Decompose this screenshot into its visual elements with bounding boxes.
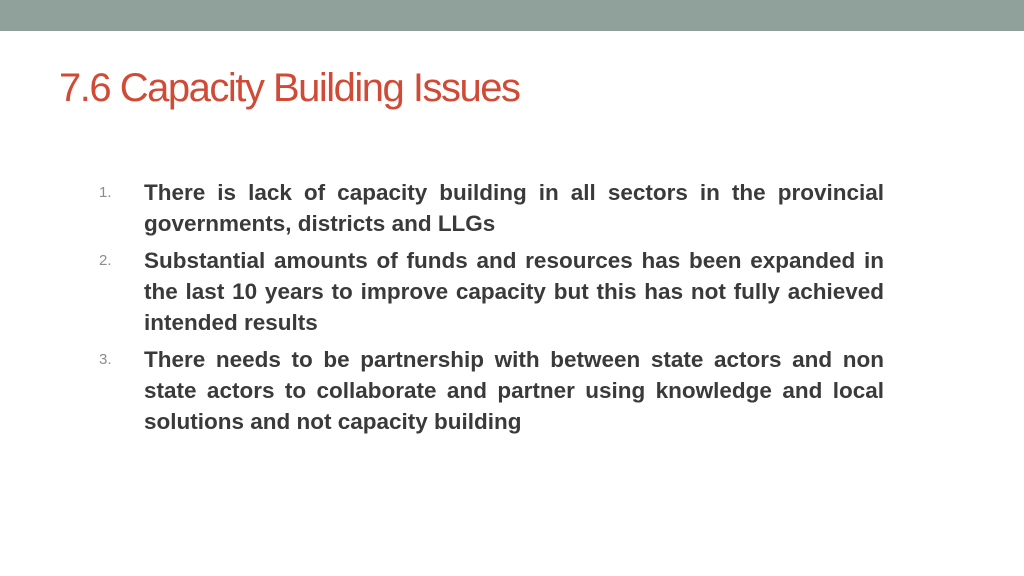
list-item xyxy=(99,245,884,338)
slide-title: 7.6 Capacity Building Issues xyxy=(59,66,520,110)
list-item xyxy=(99,344,884,437)
list-item-text: There is lack of capacity building in all sectors in the provincial governments, districts and LLGs xyxy=(144,180,884,236)
list-item-number: 2. xyxy=(99,252,112,269)
issues-list xyxy=(99,177,884,443)
list-item-text: Substantial amounts of funds and resources has been expanded in the last 10 years to improve capacity but this has not fully achieved intended results xyxy=(144,248,884,335)
list-item xyxy=(99,177,884,239)
list-item-text: There needs to be partnership with between state actors and non state actors to collaborate and partner using knowledge and local solutions and not capacity building xyxy=(144,347,884,434)
list-item-number: 1. xyxy=(99,184,112,201)
list-item-number: 3. xyxy=(99,351,112,368)
top-accent-bar xyxy=(0,0,1024,31)
